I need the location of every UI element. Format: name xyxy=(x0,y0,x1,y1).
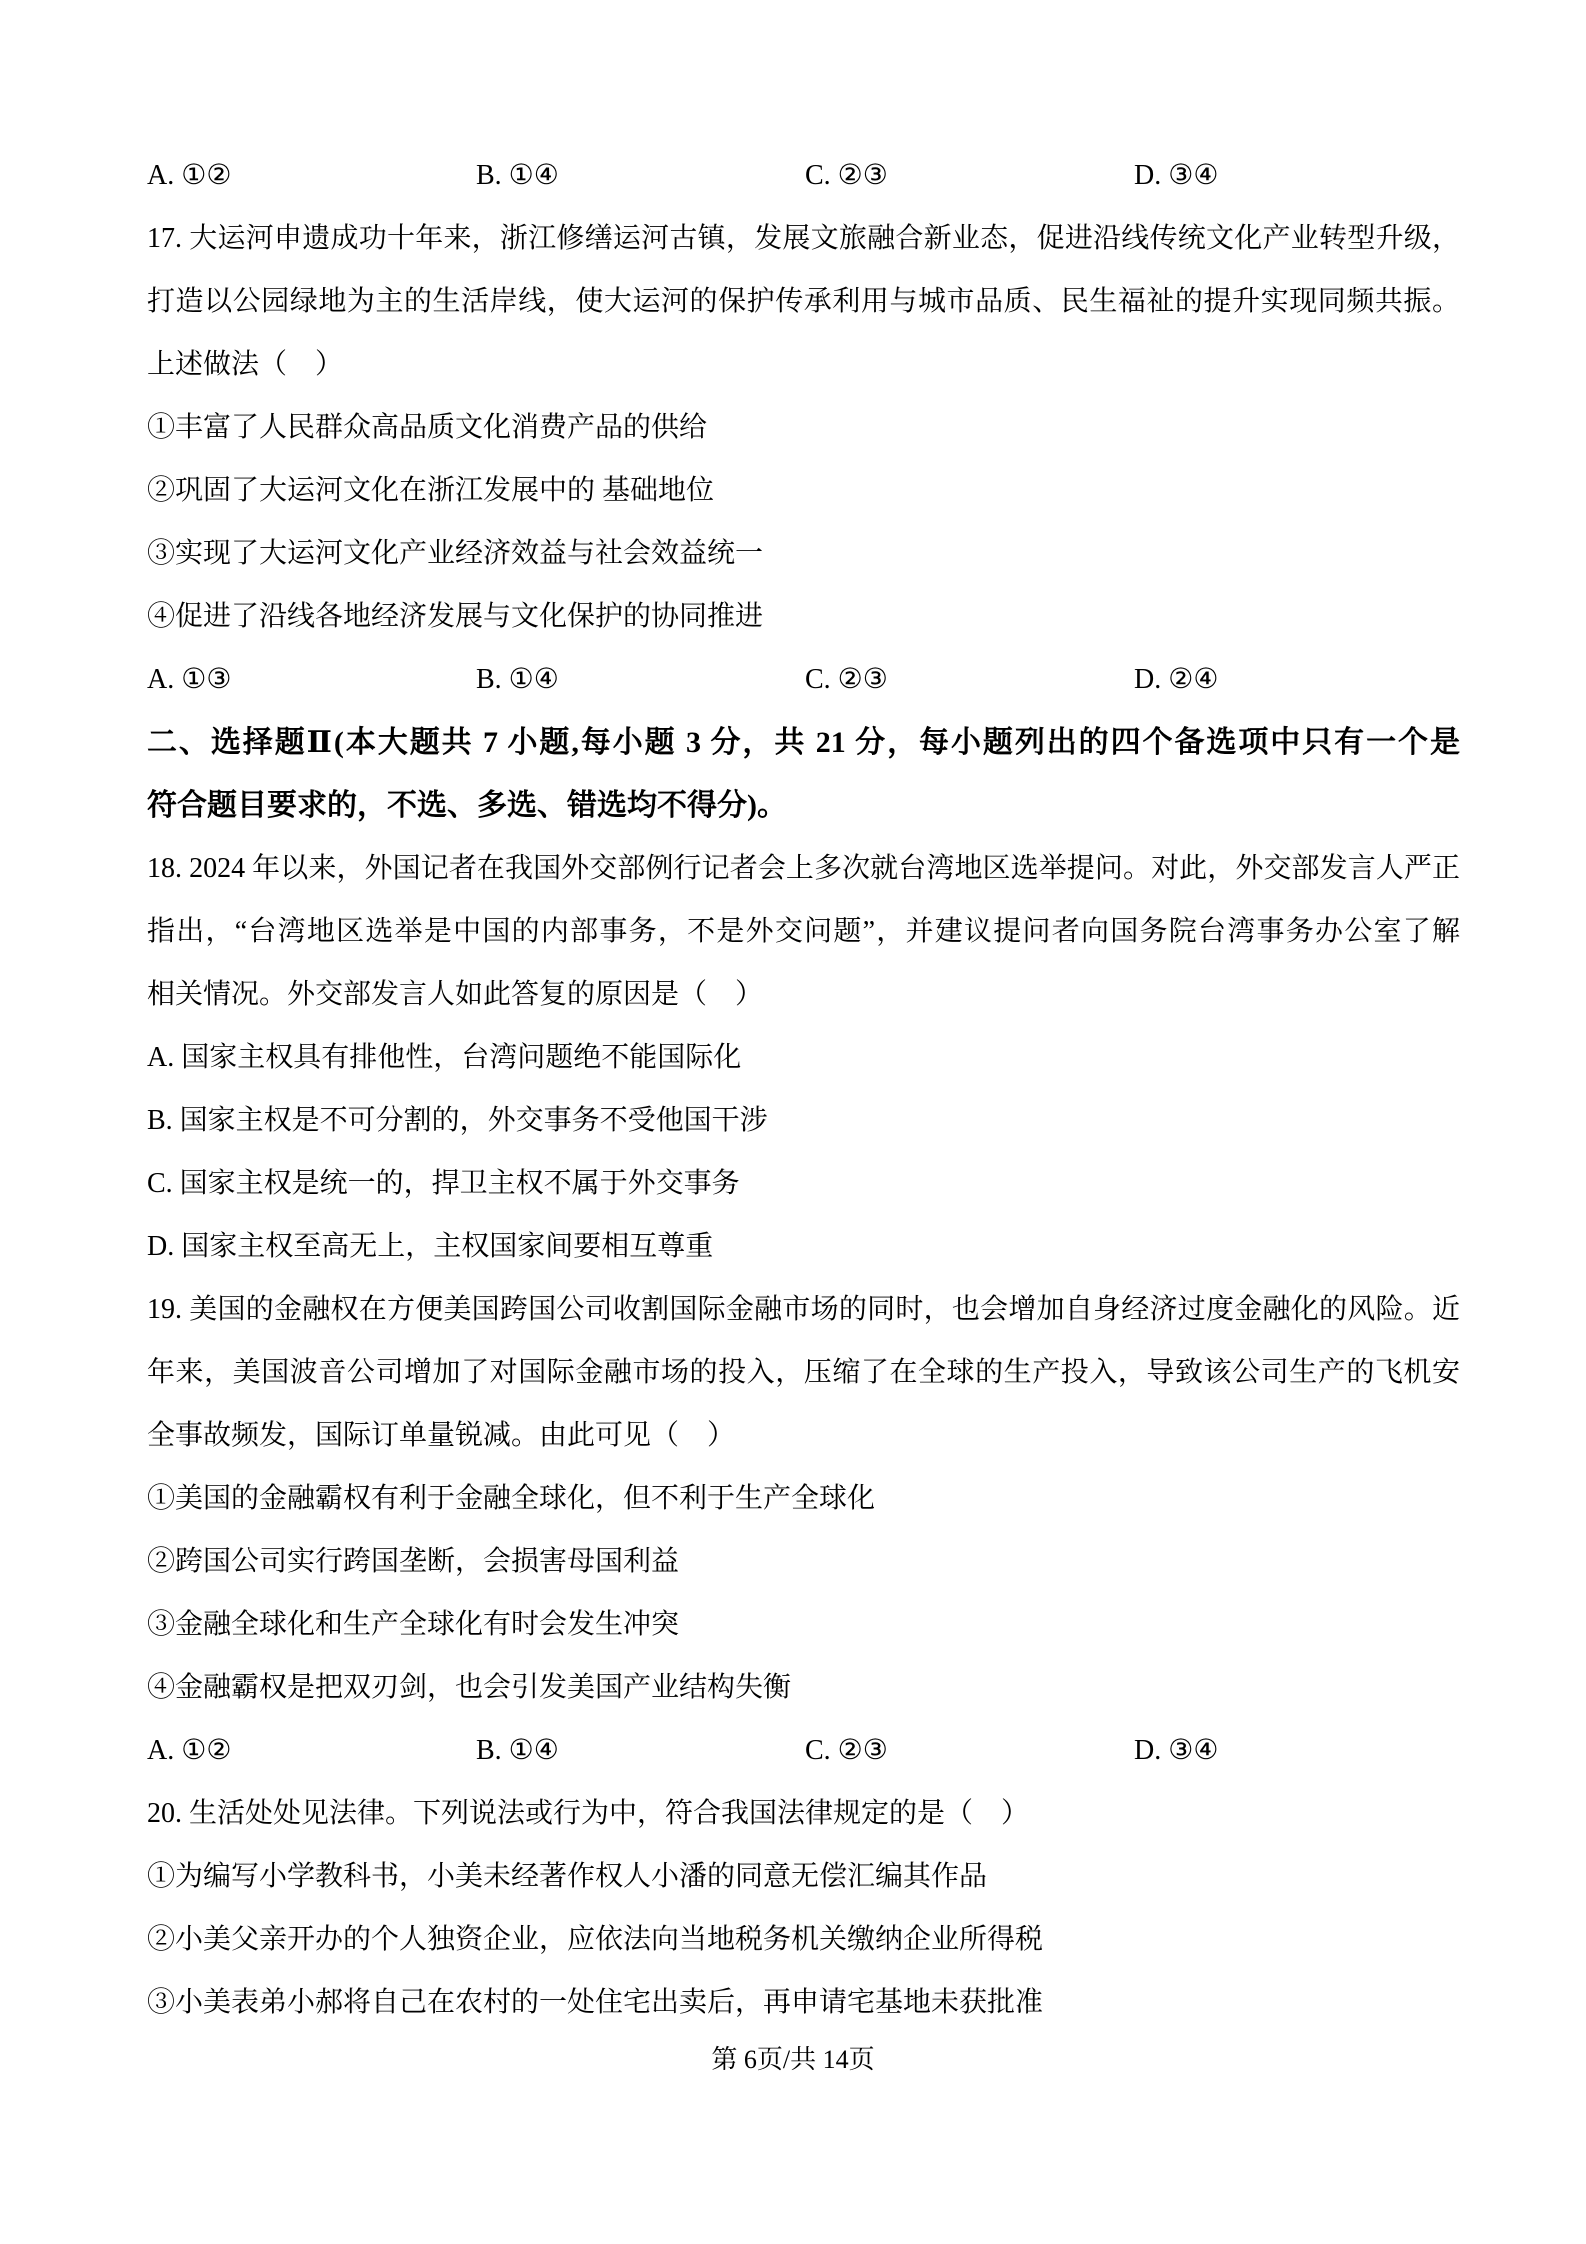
q16-options-row xyxy=(147,144,1460,207)
q19-option-d: D. ③④ xyxy=(1134,1735,1219,1766)
q17-options-row xyxy=(147,648,1460,711)
q18-option-b: B. 国家主权是不可分割的，外交事务不受他国干涉 xyxy=(147,1105,768,1136)
q19-text-line-3: 全事故频发，国际订单量锐减。由此可见（ ） xyxy=(147,1420,736,1451)
q18-option-a: A. 国家主权具有排他性，台湾问题绝不能国际化 xyxy=(147,1042,742,1073)
q19-text-line-2: 年来，美国波音公司增加了对国际金融市场的投入，压缩了在全球的生产投入，导致该公司生产的飞机安 xyxy=(147,1357,1460,1388)
q19-item-1: ①美国的金融霸权有利于金融全球化，但不利于生产全球化 xyxy=(147,1483,876,1514)
q20-text-line-1: 20. 生活处处见法律。下列说法或行为中，符合我国法律规定的是（ ） xyxy=(147,1798,1030,1829)
q20-item-3: ③小美表弟小郝将自己在农村的一处住宅出卖后，再申请宅基地未获批准 xyxy=(147,1987,1044,2018)
q19-options-row xyxy=(147,1719,1460,1782)
q17-text-line-3: 上述做法（ ） xyxy=(147,349,344,380)
q16-option-c: C. ②③ xyxy=(805,160,888,191)
q17-item-3: ③实现了大运河文化产业经济效益与社会效益统一 xyxy=(147,538,764,569)
q19-item-4: ④金融霸权是把双刃剑，也会引发美国产业结构失衡 xyxy=(147,1672,792,1703)
q19-item-2: ②跨国公司实行跨国垄断，会损害母国利益 xyxy=(147,1546,680,1577)
q17-option-d: D. ②④ xyxy=(1134,664,1219,695)
q18-option-c: C. 国家主权是统一的，捍卫主权不属于外交事务 xyxy=(147,1168,740,1199)
q18-option-d: D. 国家主权至高无上，主权国家间要相互尊重 xyxy=(147,1231,714,1262)
q17-option-b: B. ①④ xyxy=(476,664,559,695)
q18-text-line-1: 18. 2024 年以来，外国记者在我国外交部例行记者会上多次就台湾地区选举提问。对此，外交部发言人严正 xyxy=(147,853,1460,884)
q17-item-1: ①丰富了人民群众高品质文化消费产品的供给 xyxy=(147,412,708,443)
q17-item-2: ②巩固了大运河文化在浙江发展中的 基础地位 xyxy=(147,475,715,506)
q19-option-c: C. ②③ xyxy=(805,1735,888,1766)
q17-item-4: ④促进了沿线各地经济发展与文化保护的协同推进 xyxy=(147,601,764,632)
q20-item-1: ①为编写小学教科书，小美未经著作权人小潘的同意无偿汇编其作品 xyxy=(147,1861,988,1892)
q16-option-d: D. ③④ xyxy=(1134,160,1219,191)
q17-text-line-2: 打造以公园绿地为主的生活岸线，使大运河的保护传承利用与城市品质、民生福祉的提升实现同频共振。 xyxy=(147,286,1460,317)
q16-option-b: B. ①④ xyxy=(476,160,559,191)
section2-heading-line-1: 二、选择题Ⅱ(本大题共 7 小题,每小题 3 分，共 21 分，每小题列出的四个备选项中只有一个是 xyxy=(147,726,1460,759)
q18-text-line-2: 指出，“台湾地区选举是中国的内部事务，不是外交问题”，并建议提问者向国务院台湾事务办公室了解 xyxy=(147,916,1460,947)
q19-option-b: B. ①④ xyxy=(476,1735,559,1766)
q17-text-line-1: 17. 大运河申遗成功十年来，浙江修缮运河古镇，发展文旅融合新业态，促进沿线传统文化产业转型升级， xyxy=(147,223,1460,254)
q18-text-line-3: 相关情况。外交部发言人如此答复的原因是（ ） xyxy=(147,979,764,1010)
q16-option-a: A. ①② xyxy=(147,160,232,191)
q19-option-a: A. ①② xyxy=(147,1735,232,1766)
page-number-footer: 第 6页/共 14页 xyxy=(711,2045,875,2074)
q19-text-line-1: 19. 美国的金融权在方便美国跨国公司收割国际金融市场的同时，也会增加自身经济过度金融化的风险。近 xyxy=(147,1294,1460,1325)
page-content xyxy=(147,144,1460,2034)
q19-item-3: ③金融全球化和生产全球化有时会发生冲突 xyxy=(147,1609,680,1640)
q20-item-2: ②小美父亲开办的个人独资企业，应依法向当地税务机关缴纳企业所得税 xyxy=(147,1924,1044,1955)
section2-heading-line-2: 符合题目要求的，不选、多选、错选均不得分)。 xyxy=(147,789,787,822)
q17-option-c: C. ②③ xyxy=(805,664,888,695)
q17-option-a: A. ①③ xyxy=(147,664,232,695)
